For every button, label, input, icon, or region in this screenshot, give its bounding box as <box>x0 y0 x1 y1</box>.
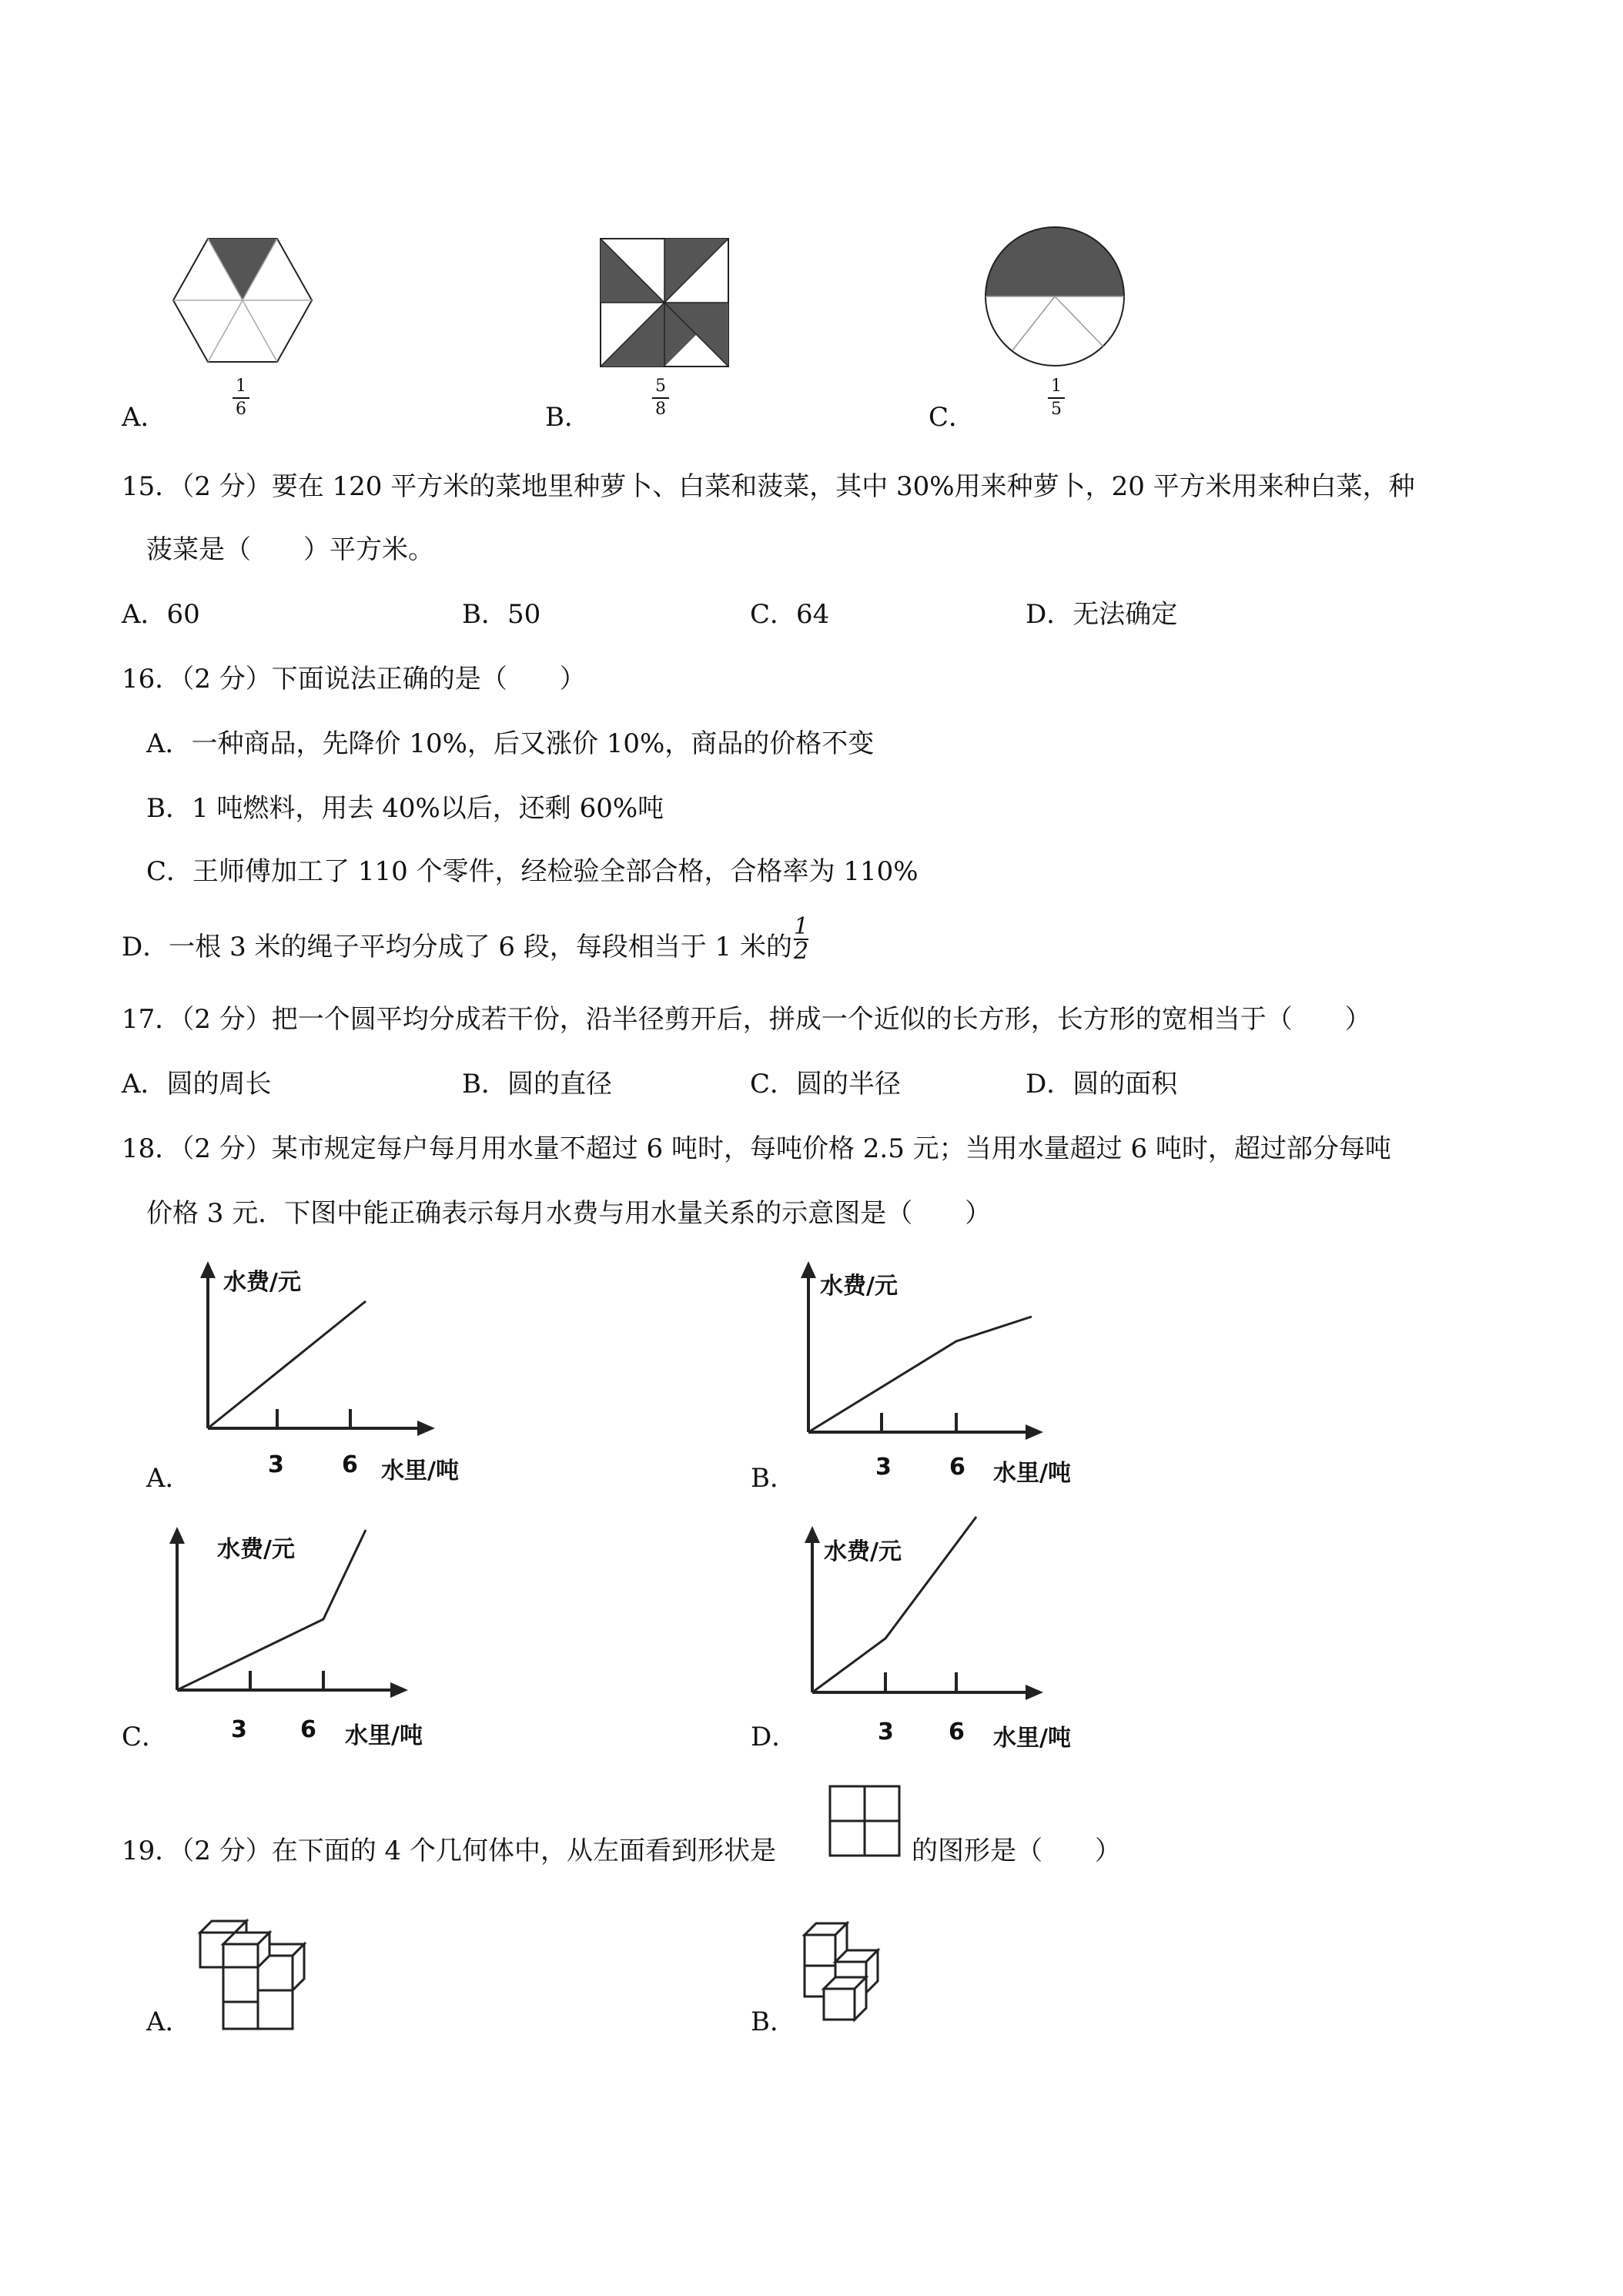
q16-option-d-fraction <box>794 915 808 963</box>
numerator: 1 <box>794 913 809 940</box>
q15-option-d[interactable]: D．无法确定 <box>1026 599 1178 630</box>
numerator: 1 <box>1051 377 1062 396</box>
q19-stem-part1: 19．（2 分）在下面的 4 个几何体中，从左面看到形状是 <box>122 1836 776 1866</box>
q18-d-xlabel: 水里/吨 <box>993 1725 1071 1752</box>
q18-a-tick-3: 3 <box>268 1451 284 1478</box>
q18-c-tick-6: 6 <box>300 1716 316 1743</box>
q14-option-a-label[interactable]: A． <box>122 402 167 433</box>
q14-b-fraction <box>649 377 672 419</box>
q18-option-a-label[interactable]: A． <box>146 1463 192 1494</box>
q19-left-view-figure <box>828 1785 901 1857</box>
numerator: 1 <box>236 377 246 396</box>
q14-option-b-figure <box>599 237 730 368</box>
q18-option-d-label[interactable]: D． <box>751 1722 798 1752</box>
q18-graph-d <box>778 1509 1116 1755</box>
q16-option-b[interactable]: B．1 吨燃料，用去 40%以后，还剩 60%吨 <box>146 793 664 824</box>
q15-stem-line2: 菠菜是（ ）平方米。 <box>146 534 434 565</box>
q19-option-b-figure <box>801 1908 924 2031</box>
q18-d-ylabel: 水费/元 <box>824 1538 902 1565</box>
q16-stem: 16．（2 分）下面说法正确的是（ ） <box>122 664 586 694</box>
q18-c-tick-3: 3 <box>231 1716 247 1743</box>
q19-option-b-label[interactable]: B． <box>751 2006 796 2037</box>
q14-option-c-label[interactable]: C． <box>929 402 975 433</box>
q16-option-d[interactable] <box>122 913 809 965</box>
denominator: 2 <box>794 938 809 965</box>
q18-c-ylabel: 水费/元 <box>217 1536 295 1563</box>
denominator: 5 <box>1051 400 1062 419</box>
cube-stack-icon <box>196 1909 320 2033</box>
q17-stem: 17．（2 分）把一个圆平均分成若干份，沿半径剪开后，拼成一个近似的长方形，长方形的宽相当于（ ） <box>122 1004 1371 1035</box>
q14-a-fraction <box>229 377 253 419</box>
q19-option-a-figure <box>196 1909 320 2033</box>
q14-option-b-label[interactable]: B． <box>545 402 591 433</box>
q18-d-tick-6: 6 <box>949 1719 965 1745</box>
q15-option-c[interactable]: C．64 <box>750 599 830 630</box>
q18-graph-a <box>177 1255 500 1486</box>
q18-graph-b <box>778 1255 1101 1486</box>
q17-option-a[interactable]: A．圆的周长 <box>122 1069 272 1099</box>
q19-option-a-label[interactable]: A． <box>146 2006 192 2037</box>
q18-stem-line1: 18．（2 分）某市规定每户每月用水量不超过 6 吨时，每吨价格 2.5 元；当用水量超过 6 吨时，超过部分每吨 <box>122 1133 1391 1164</box>
q18-b-tick-3: 3 <box>875 1454 892 1481</box>
denominator: 8 <box>655 400 666 419</box>
q14-c-fraction <box>1045 377 1068 419</box>
q15-option-a[interactable]: A．60 <box>122 599 200 630</box>
q17-option-c[interactable]: C．圆的半径 <box>750 1069 902 1099</box>
denominator: 6 <box>236 400 246 419</box>
hexagon-icon <box>166 231 320 385</box>
square-pinwheel-icon <box>599 237 730 368</box>
q17-option-b[interactable]: B．圆的直径 <box>462 1069 612 1099</box>
q16-option-a[interactable]: A．一种商品，先降价 10%，后又涨价 10%，商品的价格不变 <box>146 728 875 759</box>
q16-option-d-text: D．一根 3 米的绳子平均分成了 6 段，每段相当于 1 米的 <box>122 932 792 962</box>
q18-b-ylabel: 水费/元 <box>820 1273 898 1300</box>
q18-b-tick-6: 6 <box>949 1454 965 1481</box>
q18-graph-c <box>146 1521 485 1759</box>
q14-option-a-figure <box>166 231 320 385</box>
q17-option-d[interactable]: D．圆的面积 <box>1026 1069 1178 1099</box>
q18-option-c-label[interactable]: C． <box>122 1722 169 1752</box>
q18-a-xlabel: 水里/吨 <box>381 1458 459 1484</box>
cube-stack-icon <box>801 1908 924 2031</box>
numerator: 5 <box>655 377 666 396</box>
q18-c-xlabel: 水里/吨 <box>345 1722 423 1749</box>
q18-option-b-label[interactable]: B． <box>751 1463 796 1494</box>
q19-stem-part2: 的图形是（ ） <box>912 1836 1121 1866</box>
q15-option-b[interactable]: B．50 <box>462 599 541 630</box>
q18-a-ylabel: 水费/元 <box>223 1269 301 1296</box>
q18-stem-line2: 价格 3 元．下图中能正确表示每月水费与用水量关系的示意图是（ ） <box>146 1198 992 1229</box>
q14-option-c-figure <box>982 223 1128 370</box>
q16-option-c[interactable]: C．王师傅加工了 110 个零件，经检验全部合格，合格率为 110% <box>146 856 919 887</box>
q18-d-tick-3: 3 <box>878 1719 894 1745</box>
q18-a-tick-6: 6 <box>342 1451 358 1478</box>
grid-2x2-icon <box>828 1785 901 1857</box>
circle-sectors-icon <box>982 223 1128 370</box>
q15-stem-line1: 15．（2 分）要在 120 平方米的菜地里种萝卜、白菜和菠菜，其中 30%用来种萝卜，20 平方米用来种白菜，种 <box>122 471 1415 502</box>
q18-b-xlabel: 水里/吨 <box>993 1460 1071 1487</box>
